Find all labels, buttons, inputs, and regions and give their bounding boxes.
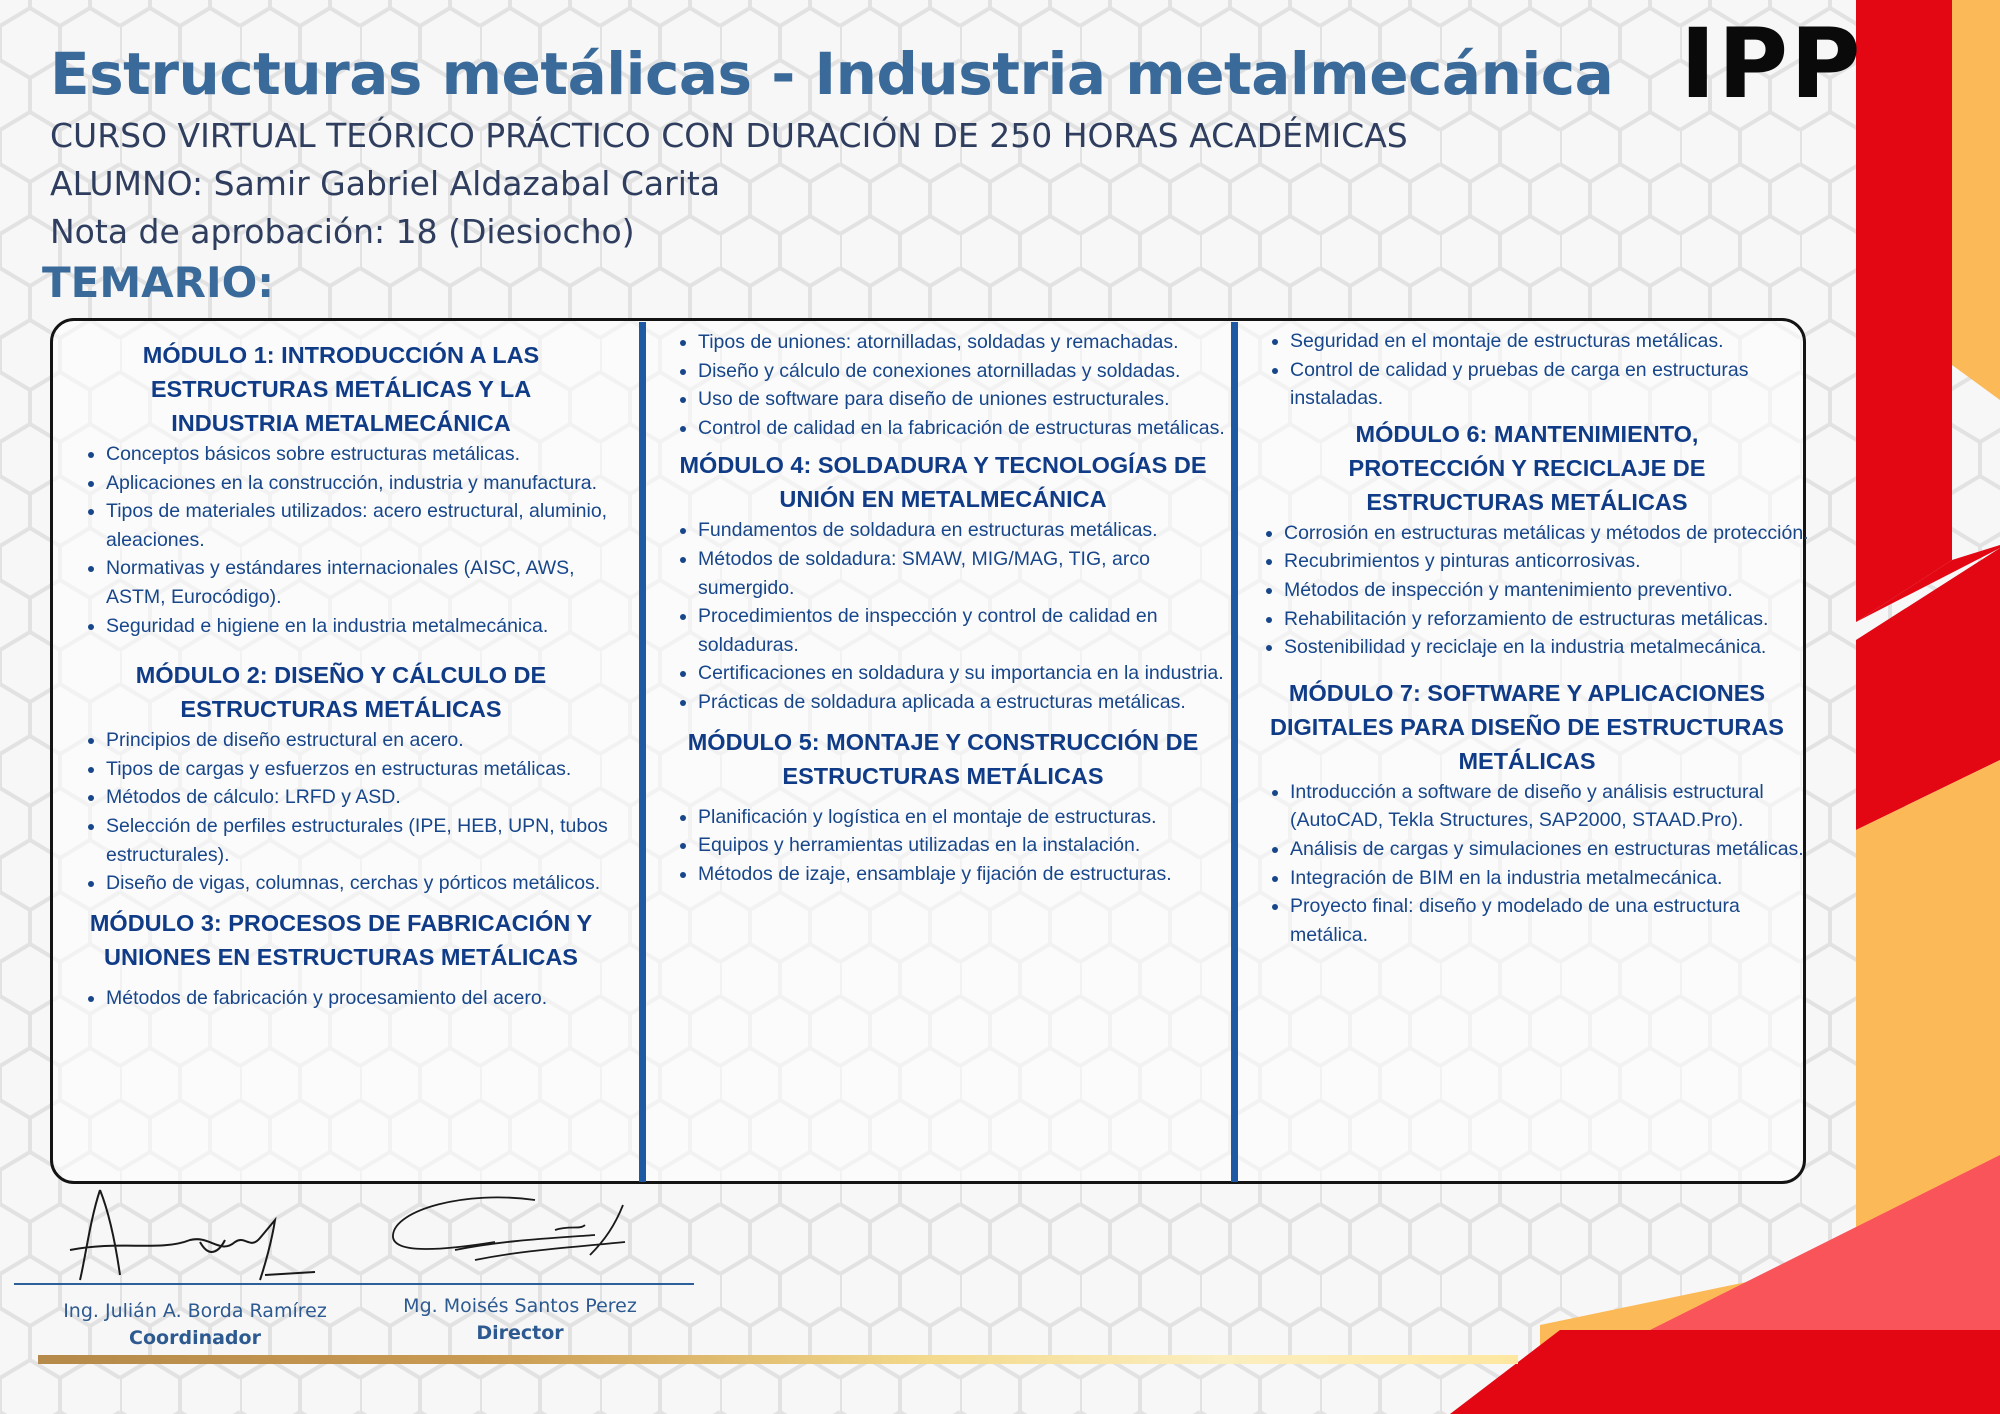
- list-item: • Diseño y cálculo de conexiones atornilladas y soldadas.: [698, 357, 1236, 386]
- module-2-title: MÓDULO 2: DISEÑO Y CÁLCULO DE ESTRUCTURAS METÁLICAS: [135, 662, 547, 723]
- module-5-topics: [650, 803, 1236, 889]
- director-role: Director: [476, 1322, 564, 1344]
- list-item: • Tipos de uniones: atornilladas, soldadas y remachadas.: [698, 328, 1236, 357]
- list-item: • Sostenibilidad y reciclaje en la industria metalmecánica.: [1284, 633, 1812, 662]
- temario-heading: TEMARIO:: [42, 258, 275, 307]
- list-item: • Selección de perfiles estructurales (IPE, HEB, UPN, tubos estructurales).: [106, 812, 624, 869]
- list-item: • Introducción a software de diseño y análisis estructural (AutoCAD, Tekla Structures, SAP2000, STAAD.Pro).: [1290, 778, 1812, 835]
- list-item: • Métodos de inspección y mantenimiento preventivo.: [1284, 576, 1812, 605]
- list-item: • Métodos de fabricación y procesamiento del acero.: [106, 984, 624, 1013]
- ipp-logo: IPP: [1680, 8, 1863, 120]
- module-6-title: MÓDULO 6: MANTENIMIENTO, PROTECCIÓN Y RECICLAJE DE ESTRUCTURAS METÁLICAS: [1348, 420, 1706, 515]
- approval-grade: Nota de aprobación: 18 (Diesiocho): [50, 212, 635, 251]
- module-2-topics: [58, 726, 624, 898]
- list-item: • Seguridad en el montaje de estructuras metálicas.: [1290, 327, 1812, 356]
- module-3-title: MÓDULO 3: PROCESOS DE FABRICACIÓN Y UNIONES EN ESTRUCTURAS METÁLICAS: [89, 909, 593, 970]
- certificate-title: Estructuras metálicas - Industria metalmecánica: [50, 40, 1614, 108]
- module-3-topics: [58, 984, 624, 1013]
- list-item: • Control de calidad y pruebas de carga en estructuras instaladas.: [1290, 356, 1812, 413]
- list-item: • Tipos de materiales utilizados: acero estructural, aluminio, aleaciones.: [106, 497, 624, 554]
- column-divider: [639, 322, 646, 1182]
- module-1-topics: [58, 440, 624, 640]
- coordinator-name: Ing. Julián A. Borda Ramírez: [63, 1300, 327, 1322]
- director-signature: [385, 1180, 665, 1290]
- list-item: • Principios de diseño estructural en acero.: [106, 726, 624, 755]
- list-item: • Métodos de cálculo: LRFD y ASD.: [106, 783, 624, 812]
- list-item: • Equipos y herramientas utilizadas en la instalación.: [698, 831, 1236, 860]
- syllabus-column-2: [650, 328, 1236, 888]
- syllabus-column-3: [1242, 327, 1812, 949]
- list-item: • Control de calidad en la fabricación de estructuras metálicas.: [698, 414, 1236, 443]
- coordinator-role: Coordinador: [129, 1327, 261, 1349]
- list-item: • Recubrimientos y pinturas anticorrosivas.: [1284, 547, 1812, 576]
- list-item: • Prácticas de soldadura aplicada a estructuras metálicas.: [698, 688, 1236, 717]
- student-name: ALUMNO: Samir Gabriel Aldazabal Carita: [50, 164, 721, 203]
- coordinator-signature-block: [30, 1298, 360, 1352]
- director-name: Mg. Moisés Santos Perez: [403, 1295, 637, 1317]
- course-description: CURSO VIRTUAL TEÓRICO PRÁCTICO CON DURACIÓN DE 250 HORAS ACADÉMICAS: [50, 116, 1408, 155]
- list-item: • Métodos de izaje, ensamblaje y fijación de estructuras.: [698, 860, 1236, 889]
- list-item: • Conceptos básicos sobre estructuras metálicas.: [106, 440, 624, 469]
- syllabus-column-1: [58, 330, 624, 1012]
- module-7-topics: [1242, 778, 1812, 950]
- decorative-gold-line: [38, 1355, 1518, 1364]
- list-item: • Procedimientos de inspección y control de calidad en soldaduras.: [698, 602, 1236, 659]
- list-item: • Certificaciones en soldadura y su importancia en la industria.: [698, 659, 1236, 688]
- coordinator-signature: [60, 1180, 350, 1300]
- list-item: • Métodos de soldadura: SMAW, MIG/MAG, TIG, arco sumergido.: [698, 545, 1236, 602]
- list-item: • Seguridad e higiene en la industria metalmecánica.: [106, 612, 624, 641]
- list-item: • Normativas y estándares internacionales (AISC, AWS, ASTM, Eurocódigo).: [106, 554, 624, 611]
- list-item: • Integración de BIM en la industria metalmecánica.: [1290, 864, 1812, 893]
- module-4-title: MÓDULO 4: SOLDADURA Y TECNOLOGÍAS DE UNIÓN EN METALMECÁNICA: [679, 452, 1207, 513]
- module-1-title: MÓDULO 1: INTRODUCCIÓN A LAS ESTRUCTURAS METÁLICAS Y LA INDUSTRIA METALMECÁNICA: [142, 342, 540, 436]
- list-item: • Proyecto final: diseño y modelado de una estructura metálica.: [1290, 892, 1812, 949]
- module-6-topics: [1242, 519, 1812, 662]
- module-3-topics-continued: [650, 328, 1236, 442]
- module-4-topics: [650, 516, 1236, 716]
- list-item: • Aplicaciones en la construcción, industria y manufactura.: [106, 469, 624, 498]
- list-item: • Tipos de cargas y esfuerzos en estructuras metálicas.: [106, 755, 624, 784]
- module-5-topics-continued: [1242, 327, 1812, 413]
- signature-line: [14, 1283, 694, 1285]
- list-item: • Fundamentos de soldadura en estructuras metálicas.: [698, 516, 1236, 545]
- list-item: • Planificación y logística en el montaje de estructuras.: [698, 803, 1236, 832]
- list-item: • Uso de software para diseño de uniones estructurales.: [698, 385, 1236, 414]
- module-7-title: MÓDULO 7: SOFTWARE Y APLICACIONES DIGITALES PARA DISEÑO DE ESTRUCTURAS METÁLICAS: [1270, 679, 1784, 774]
- list-item: • Corrosión en estructuras metálicas y métodos de protección.: [1284, 519, 1812, 548]
- list-item: • Diseño de vigas, columnas, cerchas y pórticos metálicos.: [106, 869, 624, 898]
- list-item: • Análisis de cargas y simulaciones en estructuras metálicas.: [1290, 835, 1812, 864]
- director-signature-block: [375, 1293, 665, 1347]
- list-item: • Rehabilitación y reforzamiento de estructuras metálicas.: [1284, 605, 1812, 634]
- module-5-title: MÓDULO 5: MONTAJE Y CONSTRUCCIÓN DE ESTRUCTURAS METÁLICAS: [687, 728, 1199, 789]
